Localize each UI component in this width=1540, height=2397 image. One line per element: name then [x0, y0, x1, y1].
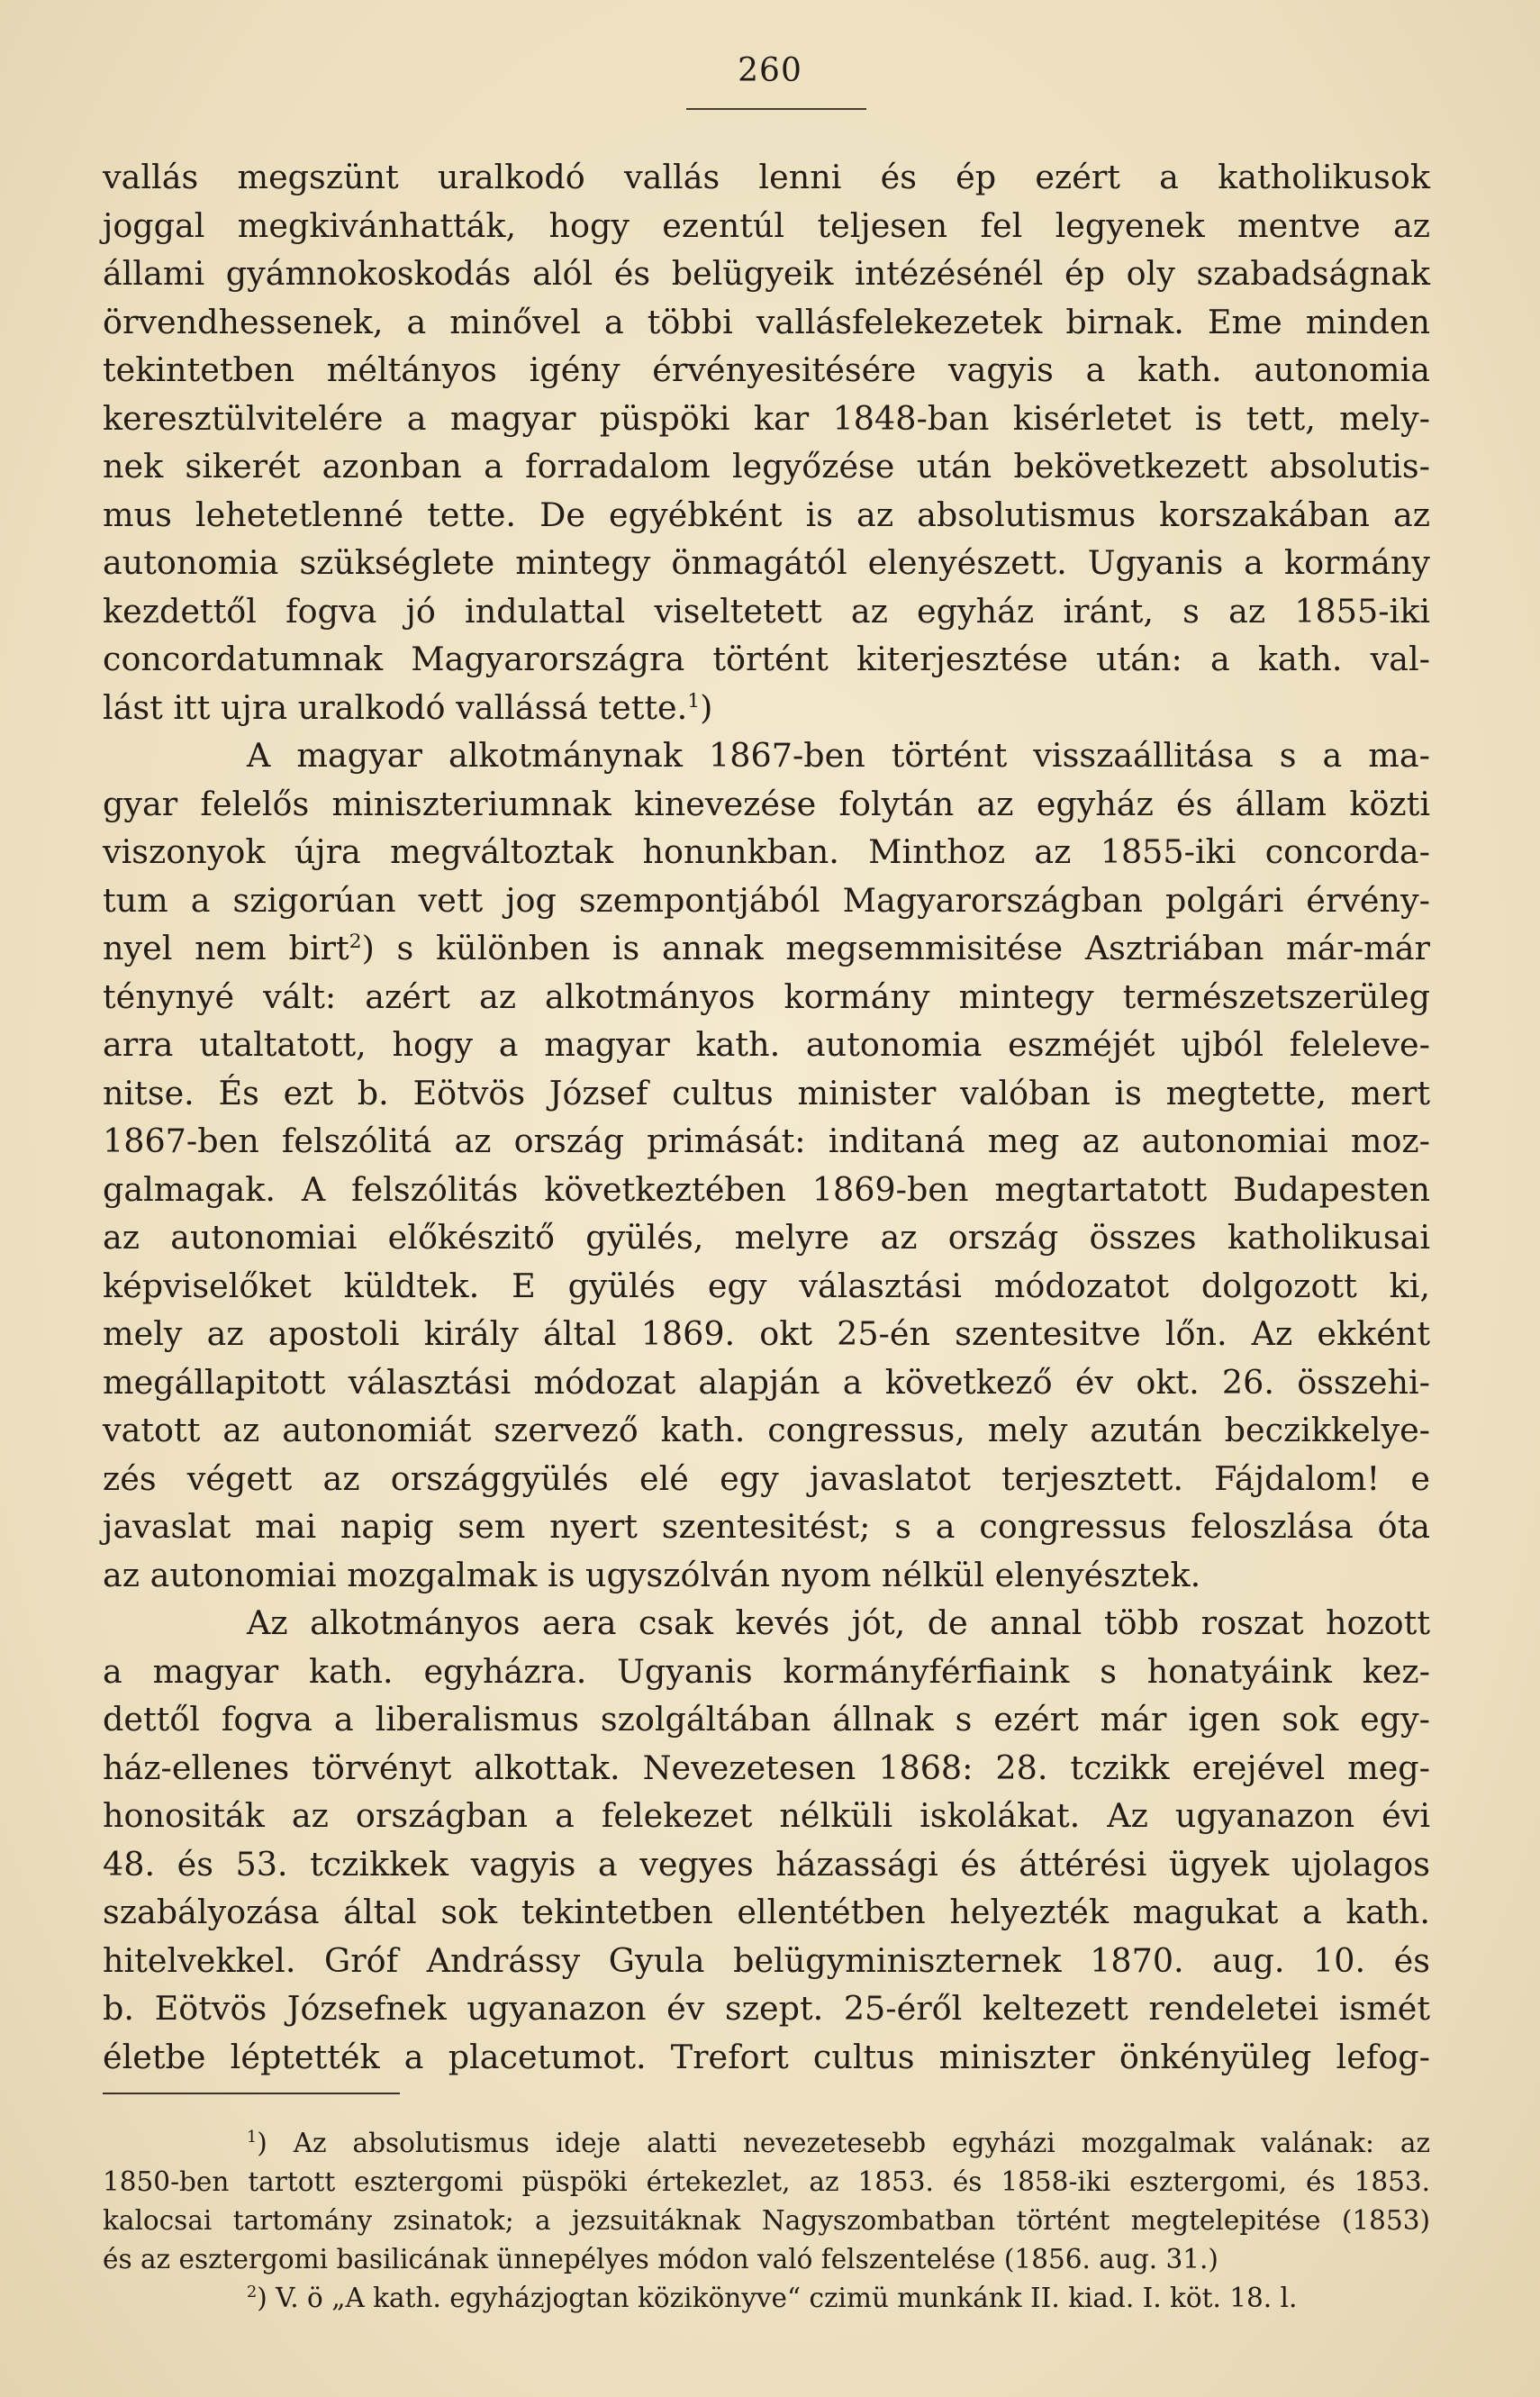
footnote-line: [103, 2202, 1430, 2240]
text-line: [103, 346, 1430, 395]
footnote-marker: 2: [247, 2284, 258, 2302]
footnote-line-content: 1850-ben tartott esztergomi püspöki értekezlet, az 1853. és 1858-iki esztergomi, és 1853.: [103, 2166, 1430, 2197]
footnote-line: [103, 2163, 1430, 2202]
text-line: [103, 442, 1430, 491]
text-line-content: b. Eötvös Józsefnek ugyanazon év szept. 25-éről keltezett rendeletei ismét: [103, 1989, 1430, 2028]
text-line-content: a magyar kath. egyházra. Ugyanis kormányférfiaink s honatyáink kez-: [103, 1651, 1430, 1691]
text-line-content: Az alkotmányos aera csak kevés jót, de annal több roszat hozott: [247, 1603, 1430, 1642]
text-line-content: ház-ellenes törvényt alkottak. Nevezetesen 1868: 28. tczikk erejével meg-: [103, 1748, 1430, 1787]
text-line-content: kezdettől fogva jó indulattal viseltetett az egyház iránt, s az 1855-iki: [103, 591, 1430, 631]
text-line-content: nyel nem birt: [103, 929, 349, 967]
text-line-content: vallás megszünt uralkodó vallás lenni és ép ezért a katholikusok: [103, 158, 1430, 196]
footnote-line-content: ) Az absolutismus ideje alatti nevezetesebb egyházi mozgalmak valának: az: [257, 2128, 1430, 2158]
text-line-content: hitelvekkel. Gróf Andrássy Gyula belügyminiszternek 1870. aug. 10. és: [103, 1940, 1430, 1980]
text-line: [103, 1599, 1430, 1648]
text-line-content: állami gyámnokoskodás alól és belügyeik intézésénél ép oly szabadságnak: [103, 254, 1430, 293]
footnote-line-content: ) V. ö „A kath. egyházjogtan közikönyve“ czimü munkánk II. kiad. I. köt. 18. l.: [257, 2283, 1298, 2313]
text-line: [103, 1117, 1430, 1166]
text-line: [103, 1648, 1430, 1696]
text-line: [103, 202, 1430, 250]
text-line: [103, 250, 1430, 298]
text-line: [103, 491, 1430, 540]
text-line: [103, 684, 1430, 732]
text-line-content: mus lehetetlenné tette. De egyébként is az absolutismus korszakában az: [103, 495, 1430, 534]
footnotes: [103, 2124, 1430, 2318]
text-line-content: ténynyé vált: azért az alkotmányos kormány mintegy természetszerüleg: [103, 976, 1430, 1016]
page-number-rule: [686, 108, 866, 110]
footnote-ref: 2: [349, 930, 362, 953]
text-line: [103, 876, 1430, 925]
text-line-content: az autonomiai mozgalmak is ugyszólván nyom nélkül elenyésztek.: [103, 1555, 1201, 1594]
text-line: [103, 395, 1430, 443]
text-line: [103, 1455, 1430, 1503]
text-line: [103, 1021, 1430, 1069]
text-line-content: gyar felelős miniszteriumnak kinevezése folytán az egyház és állam közti: [103, 784, 1430, 823]
text-line-content: az autonomiai előkészitő gyülés, melyre az ország összes katholikusai: [103, 1218, 1430, 1257]
text-line: [103, 2033, 1430, 2082]
text-line: [103, 298, 1430, 347]
text-line: [103, 1166, 1430, 1214]
text-line: [103, 153, 1430, 202]
text-line: [103, 1406, 1430, 1455]
text-line: [103, 1840, 1430, 1889]
text-line-content: 48. és 53. tczikkek vagyis a vegyes házassági és áttérési ügyek ujolagos: [103, 1844, 1430, 1884]
footnote-line: [103, 2124, 1430, 2163]
text-line: [103, 1695, 1430, 1744]
text-line-content: keresztülvitelére a magyar püspöki kar 1848-ban kisérletet is tett, mely-: [103, 398, 1430, 438]
text-line-tail: ) s különben is annak megsemmisitése Asztriában már-már: [361, 929, 1430, 967]
text-line: [103, 780, 1430, 829]
text-line-content: viszonyok újra megváltoztak honunkban. Minthoz az 1855-iki concorda-: [103, 832, 1430, 871]
page-number: 260: [738, 52, 802, 89]
text-line: [103, 1888, 1430, 1937]
text-line: [103, 539, 1430, 587]
text-line-content: lást itt ujra uralkodó vallássá tette.: [103, 687, 688, 727]
body-text: [103, 153, 1430, 2081]
footnote-line: [103, 2240, 1430, 2279]
footnote-line-content: kalocsai tartomány zsinatok; a jezsuitáknak Nagyszombatban történt megtelepitése (1853): [103, 2205, 1430, 2236]
text-line-content: dettől fogva a liberalismus szolgáltában állnak s ezért már igen sok egy-: [103, 1700, 1430, 1739]
text-line-tail: ): [700, 687, 713, 727]
text-line-content: nek sikerét azonban a forradalom legyőzése után bekövetkezett absolutis-: [103, 447, 1430, 486]
text-line: [103, 587, 1430, 636]
text-line-content: nitse. És ezt b. Eötvös József cultus minister valóban is megtette, mert: [103, 1073, 1430, 1112]
text-line: [103, 1262, 1430, 1311]
text-line: [103, 1792, 1430, 1840]
text-line: [103, 635, 1430, 684]
footnote-divider: [103, 2093, 400, 2094]
text-line: [103, 1213, 1430, 1262]
text-line-content: javaslat mai napig sem nyert szentesitést; s a congressus feloszlása óta: [103, 1507, 1430, 1546]
text-line-content: joggal megkivánhatták, hogy ezentúl teljesen fel legyenek mentve az: [103, 205, 1430, 245]
footnote-line-content: és az esztergomi basilicának ünnepélyes módon való felszentelése (1856. aug. 31.): [103, 2244, 1218, 2274]
text-line: [103, 828, 1430, 876]
text-line-content: szabályozása által sok tekintetben ellentétben helyezték magukat a kath.: [103, 1893, 1430, 1931]
text-line: [103, 731, 1430, 780]
text-line-content: galmagak. A felszólitás következtében 1869-ben megtartatott Budapesten: [103, 1169, 1430, 1209]
text-line-content: képviselőket küldtek. E gyülés egy választási módozatot dolgozott ki,: [103, 1266, 1430, 1305]
text-line-content: A magyar alkotmánynak 1867-ben történt visszaállitása s a ma-: [247, 736, 1430, 775]
text-line-content: autonomia szükséglete mintegy önmagától elenyészett. Ugyanis a kormány: [103, 543, 1430, 582]
text-line: [103, 1310, 1430, 1358]
text-line-content: életbe léptették a placetumot. Trefort cultus miniszter önkényüleg lefog-: [103, 2037, 1430, 2076]
footnote-ref: 1: [687, 689, 701, 713]
text-line: [103, 1069, 1430, 1118]
text-line-content: arra utaltatott, hogy a magyar kath. autonomia eszméjét ujból feleleve-: [103, 1025, 1430, 1064]
text-line: [103, 1744, 1430, 1793]
text-line-content: vatott az autonomiát szervező kath. congressus, mely azután beczikkelye-: [103, 1411, 1430, 1449]
text-line-content: concordatumnak Magyarországra történt kiterjesztése után: a kath. val-: [103, 640, 1430, 678]
text-line: [103, 924, 1430, 973]
text-line-content: örvendhessenek, a minővel a többi vallásfelekezetek birnak. Eme minden: [103, 302, 1430, 341]
text-line-content: tekintetben méltányos igény érvényesitésére vagyis a kath. autonomia: [103, 350, 1430, 389]
text-line: [103, 973, 1430, 1021]
text-line: [103, 1358, 1430, 1407]
text-line-content: 1867-ben felszólitá az ország primását: inditaná meg az autonomiai moz-: [103, 1121, 1430, 1160]
text-line: [103, 1503, 1430, 1551]
text-line-content: mely az apostoli király által 1869. okt 25-én szentesitve lőn. Az ekként: [103, 1314, 1430, 1353]
text-line-content: tum a szigorúan vett jog szempontjából Magyarországban polgári érvény-: [103, 880, 1430, 920]
footnote-line: [103, 2279, 1430, 2318]
text-line: [103, 1551, 1430, 1600]
text-line-content: megállapitott választási módozat alapján a következő év okt. 26. összehi-: [103, 1362, 1430, 1402]
footnote-marker: 1: [247, 2129, 258, 2147]
text-line: [103, 1984, 1430, 2033]
text-line-content: honositák az országban a felekezet nélküli iskolákat. Az ugyanazon évi: [103, 1796, 1430, 1835]
text-line-content: zés végett az országgyülés elé egy javaslatot terjesztett. Fájdalom! e: [103, 1458, 1430, 1498]
text-line: [103, 1937, 1430, 1985]
